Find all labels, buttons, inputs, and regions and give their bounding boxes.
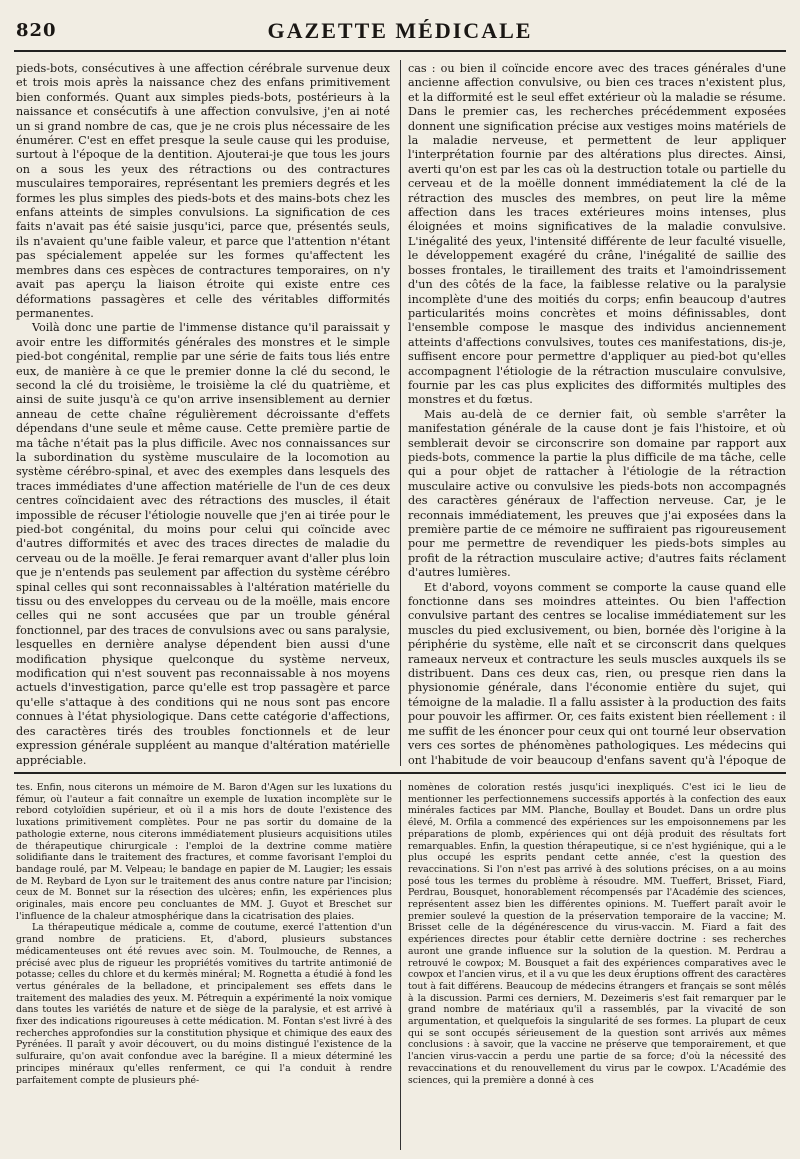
top-right-column (408, 62, 786, 766)
bottom-left-column (16, 782, 392, 1152)
paragraph: La thérapeutique médicale a, comme de coutume, exercé l'attention d'un grand nombre de praticiens. Et, d'abord, plusieurs substances médicamenteuses ont été revues avec soin. M. Toulmouche, de Rennes, a précisé avec plus de rigueur les propriétés vomitives du tartrite antimonié de potasse; celles du chlore et du kermès minéral; M. Rognetta a étudié à fond les vertus générales de la belladone, et principalement ses effets dans le traitement des maladies des yeux. M. Pétrequin a expérimenté la noix vomique dans toutes les variétés de nature et de siège de la paralysie, et est arrivé à fixer des indications rigoureuses à cette médication. M. Fontan s'est livré à des recherches approfondies sur la constitution physique et chimique des eaux des Pyrénées. Il paraît y avoir découvert, ou du moins distingué l'existence de la sulfuraire, qu'on avait confondue avec la barégine. Il a mieux déterminé les principes minéraux qu'elles renferment, ce qui l'a conduit à rendre parfaitement compte de plusieurs phé- (16, 922, 392, 1086)
paragraph: Mais au-delà de ce dernier fait, où semble s'arrêter la manifestation générale de la cause dont je fais l'histoire, et où semblerait devoir se circonscrire son domaine par rapport aux pieds-bots, commence la partie la plus difficile de ma tâche, celle qui a pour objet de rattacher à l'étiologie de la rétraction musculaire active ou convulsive les pieds-bots non accompagnés des caractères généraux de l'affection nerveuse. Car, je le reconnais immédiatement, les preuves que j'ai exposées dans la première partie de ce mémoire ne suffiraient pas rigoureusement pour me permettre de revendiquer les pieds-bots simples au profit de la rétraction musculaire active; d'autres faits réclament d'autres lumières. (408, 407, 786, 580)
top-left-column (16, 62, 390, 766)
paragraph: pieds-bots, consécutives à une affection cérébrale survenue deux et trois mois après la naissance chez des enfans primitivement bien conformés. Quant aux simples pieds-bots, postérieurs à la naissance et consécutifs à une affection convulsive, j'en ai noté un si grand nombre de cas, que je ne crois plus nécessaire de les énumérer. C'est en effet presque la seule cause qui les produise, surtout à l'époque de la dentition. Ajouterai-je que tous les jours on a sous les yeux des rétractions ou des contractures musculaires temporaires, représentant les premiers degrés et les formes les plus simples des pieds-bots et des mains-bots chez les enfans atteints de simples convulsions. La signification de ces faits n'avait pas été saisie jusqu'ici, parce que, présentés seuls, ils n'avaient qu'une faible valeur, et parce que l'attention n'étant pas spécialement appelée sur les formes qu'affectent les membres dans ces espèces de contractures temporaires, on n'y avait pas aperçu la liaison étroite qui existe entre ces déformations passagères et celle des véritables difformités permanentes. (16, 62, 390, 320)
feuilleton-rule (14, 772, 786, 774)
page-header (12, 18, 788, 46)
header-rule (14, 50, 786, 52)
bottom-right-column (408, 782, 786, 1152)
top-column-divider (400, 60, 401, 766)
paragraph: tes. Enfin, nous citerons un mémoire de M. Baron d'Agen sur les luxations du fémur, où l'auteur a fait connaître un exemple de luxation incomplète sur le rebord cotyloïdien supérieur, et où il a mis hors de doute l'existence des luxations primitivement complètes. Pour ne pas sortir du domaine de la pathologie externe, nous citerons immédiatement plusieurs acquisitions utiles de thérapeutique chirurgicale : l'emploi de la dextrine comme matière solidifiante dans le traitement des fractures, et comme favorisant l'emploi du bandage roulé, par M. Velpeau; le bandage en papier de M. Laugier; les essais de M. Reybard de Lyon sur le traitement des anus contre nature par l'incision; ceux de M. Bonnet sur la résection des ulcères; enfin, les expériences plus originales, mais encore peu concluantes de MM. J. Guyot et Breschet sur l'influence de la chaleur atmosphérique dans la cicatrisation des plaies. (16, 782, 392, 922)
page-number: 820 (16, 20, 57, 41)
journal-title: GAZETTE MÉDICALE (267, 18, 533, 43)
bottom-column-divider (400, 780, 401, 1150)
paragraph: Et d'abord, voyons comment se comporte la cause quand elle fonctionne dans ses moindres atteintes. Ou bien l'affection convulsive partant des centres se localise immédiatement sur les muscles du pied exclusivement, ou bien, bornée dès l'origine à la périphérie du système, elle naît et se circonscrit dans quelques rameaux nerveux et contracture les seuls muscles auxquels ils se distribuent. Dans ces deux cas, rien, ou presque rien dans la physionomie générale, dans l'économie entière du sujet, qui témoigne de la maladie. Il a fallu assister à la production des faits pour pouvoir les affirmer. Or, ces faits existent bien réellement : il me suffit de les énoncer pour ceux qui ont tourné leur observation vers ces sortes de phénomènes pathologiques. Les médecins qui ont l'habitude de voir beaucoup d'enfans savent qu'à l'époque de (408, 580, 786, 766)
paragraph: Voilà donc une partie de l'immense distance qu'il paraissait y avoir entre les difformités générales des monstres et le simple pied-bot congénital, remplie par une série de faits tous liés entre eux, de manière à ce que le premier donne la clé du second, le second la clé du troisième, le troisième la clé du quatrième, et ainsi de suite jusqu'à ce qu'on arrive insensiblement au dernier anneau de cette chaîne régulièrement décroissante d'effets dépendans d'une seule et même cause. Cette première partie de ma tâche n'était pas la plus difficile. Avec nos connaissances sur la subordination du système musculaire de la locomotion au système cérébro-spinal, et avec des exemples dans lesquels des traces immédiates d'une affection matérielle de l'un de ces deux centres coïncidaient avec des rétractions des muscles, il était impossible de récuser l'étiologie nouvelle que j'en ai tirée pour le pied-bot congénital, du moins pour celui qui coïncide avec d'autres difformités et avec des traces directes de maladie du cerveau ou de la moëlle. Je ferai remarquer avant d'aller plus loin que je n'entends pas seulement par affection du système cérébro spinal celles qui sont reconnaissables à l'altération matérielle du tissu ou des enveloppes du cerveau ou de la moëlle, mais encore celles qui ne sont accusées que par un trouble général fonctionnel, par des traces de convulsions avec ou sans paralysie, lesquelles en dernière analyse dépendent bien aussi d'une modification physique quelconque du système nerveux, modification qui n'est souvent pas reconnaissable à nos moyens actuels d'investigation, parce qu'elle est trop passagère et parce qu'elle s'attaque à des conditions qui ne nous sont pas encore connues à l'état physiologique. Dans cette catégorie d'affections, des caractères tirés des troubles fonctionnels et de leur expression générale suppléent au manque d'altération matérielle appréciable. (16, 321, 390, 766)
paragraph: cas : ou bien il coïncide encore avec des traces générales d'une ancienne affection convulsive, ou bien ces traces n'existent plus, et la difformité est le seul effet extérieur où la maladie se résume. Dans le premier cas, les recherches précédemment exposées donnent une signification précise aux vestiges moins matériels de la maladie nerveuse, et permettent de leur appliquer l'interprétation fournie par des altérations plus directes. Ainsi, averti qu'on est par les cas où la destruction totale ou partielle du cerveau et de la moëlle donnent immédiatement la clé de la rétraction des muscles des membres, on peut lire la même affection dans les traces extérieures moins intenses, plus éloignées et moins significatives de la maladie convulsive. L'inégalité des yeux, l'intensité différente de leur faculté visuelle, le développement exagéré du crâne, l'inégalité de saillie des bosses frontales, le tiraillement des traits et l'amoindrissement d'un des côtés de la face, la faiblesse relative ou la paralysie incomplète d'une des moitiés du corps; enfin beaucoup d'autres particularités moins concrètes et moins définissables, dont l'ensemble compose le masque des individus anciennement atteints d'affections convulsives, toutes ces manifestations, dis-je, suffisent encore pour permettre d'appliquer au pied-bot qu'elles accompagnent l'étiologie de la rétraction musculaire convulsive, fournie par les cas plus explicites des difformités multiples des monstres et du fœtus. (408, 62, 786, 407)
paragraph: nomènes de coloration restés jusqu'ici inexpliqués. C'est ici le lieu de mentionner les perfectionnemens successifs apportés à la confection des eaux minérales factices par MM. Planche, Boullay et Boudet. Dans un ordre plus élevé, M. Orfila a commencé des expériences sur les empoisonnemens par les préparations de plomb, expériences qui ont déjà produit des résultats fort remarquables. Enfin, la question thérapeutique, si ce n'est hygiénique, qui a le plus occupé les esprits pendant cette année, c'est la question des revaccinations. Si l'on n'est pas arrivé à des solutions précises, on a au moins posé tous les termes du problème à résoudre. MM. Tueffert, Brisset, Fiard, Perdrau, Bousquet, honorablement récompensés par l'Académie des sciences, représentent assez bien les différentes opinions. M. Tueffert paraît avoir le premier soulevé la question de la préservation temporaire de la vaccine; M. Brisset celle de la dégénérescence du virus-vaccin. M. Fiard a fait des expériences directes pour établir cette dernière doctrine : ses recherches auront une grande influence sur la solution de la question. M. Perdrau a retrouvé le cowpox; M. Bousquet a fait des expériences comparatives avec le cowpox et l'ancien virus, et il a vu que les deux éruptions offrent des caractères tout à fait différens. Beaucoup de médecins étrangers et français se sont mêlés à la discussion. Parmi ces derniers, M. Dezeimeris s'est fait remarquer par le grand nombre de matériaux qu'il a rassemblés, par la vivacité de son argumentation, et quelquefois la singularité de ses formes. La plupart de ceux qui se sont occupés sérieusement de la question sont arrivés aux mêmes conclusions : à savoir, que la vaccine ne préserve que temporairement, et que l'ancien virus-vaccin a perdu une partie de sa force; d'où la nécessité des revaccinations et du renouvellement du virus par le cowpox. L'Académie des sciences, qui la première a donné à ces (408, 782, 786, 1086)
